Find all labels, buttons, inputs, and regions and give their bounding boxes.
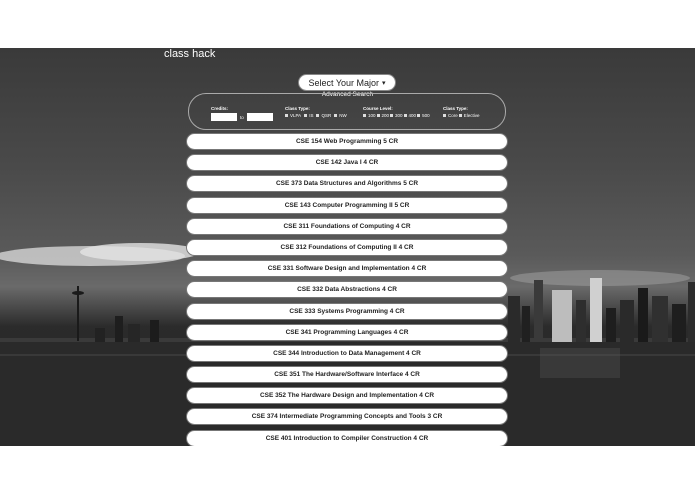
- course-item[interactable]: CSE 312 Foundations of Computing II 4 CR: [186, 239, 508, 256]
- app-window: [0, 48, 695, 446]
- course-item[interactable]: CSE 331 Software Design and Implementation 4 CR: [186, 260, 508, 277]
- level-300-checkbox[interactable]: [390, 114, 393, 117]
- level-100-checkbox[interactable]: [363, 114, 366, 117]
- course-item[interactable]: CSE 333 Systems Programming 4 CR: [186, 303, 508, 320]
- course-list: [186, 133, 508, 446]
- core-label: Core: [448, 113, 458, 118]
- core-elective-label: Class Type:: [443, 106, 468, 111]
- credits-label: Credits:: [211, 106, 229, 111]
- is-checkbox[interactable]: [304, 114, 307, 117]
- vlpa-label: VLPA: [290, 113, 302, 118]
- course-item[interactable]: CSE 351 The Hardware/Software Interface 4 CR: [186, 366, 508, 383]
- level-100-label: 100: [368, 113, 376, 118]
- core-elective-filter: [443, 106, 480, 118]
- brand-title[interactable]: class hack: [164, 48, 216, 60]
- course-item[interactable]: CSE 311 Foundations of Computing 4 CR: [186, 218, 508, 235]
- nw-checkbox[interactable]: [334, 114, 337, 117]
- course-level-label: Course Level:: [363, 106, 393, 111]
- course-item[interactable]: CSE 143 Computer Programming II 5 CR: [186, 197, 508, 214]
- nw-label: NW: [339, 113, 347, 118]
- credits-min-input[interactable]: [211, 113, 237, 121]
- qsr-label: QSR: [321, 113, 332, 118]
- course-item[interactable]: CSE 332 Data Abstractions 4 CR: [186, 281, 508, 298]
- class-type-filter: [285, 106, 347, 118]
- major-select-label: Select Your Major: [308, 77, 380, 88]
- core-checkbox[interactable]: [443, 114, 446, 117]
- course-item[interactable]: CSE 374 Intermediate Programming Concepts and Tools 3 CR: [186, 408, 508, 425]
- level-400-checkbox[interactable]: [404, 114, 407, 117]
- advanced-search-title: Advanced Search: [321, 91, 374, 98]
- level-500-label: 500: [422, 113, 430, 118]
- credits-max-input[interactable]: [247, 113, 273, 121]
- class-type-label: Class Type:: [285, 106, 310, 111]
- elective-checkbox[interactable]: [459, 114, 462, 117]
- level-200-label: 200: [381, 113, 390, 118]
- course-item[interactable]: CSE 142 Java I 4 CR: [186, 154, 508, 171]
- level-400-label: 400: [408, 113, 417, 118]
- level-200-checkbox[interactable]: [377, 114, 380, 117]
- course-item[interactable]: CSE 352 The Hardware Design and Implementation 4 CR: [186, 387, 508, 404]
- vlpa-checkbox[interactable]: [285, 114, 288, 117]
- elective-label: Elective: [463, 113, 480, 118]
- course-item[interactable]: CSE 373 Data Structures and Algorithms 5 CR: [186, 175, 508, 192]
- is-label: IS: [309, 113, 314, 118]
- credits-to-label: to: [240, 114, 244, 120]
- level-300-label: 300: [395, 113, 403, 118]
- course-item[interactable]: CSE 154 Web Programming 5 CR: [186, 133, 508, 150]
- qsr-checkbox[interactable]: [316, 114, 319, 117]
- credits-filter: [211, 106, 273, 121]
- chevron-down-icon: ▾: [382, 79, 386, 87]
- level-500-checkbox[interactable]: [417, 114, 420, 117]
- course-item[interactable]: CSE 344 Introduction to Data Management 4 CR: [186, 345, 508, 362]
- course-item[interactable]: CSE 341 Programming Languages 4 CR: [186, 324, 508, 341]
- course-level-filter: [363, 106, 430, 118]
- course-item[interactable]: CSE 401 Introduction to Compiler Construction 4 CR: [186, 430, 508, 446]
- major-select-dropdown[interactable]: [298, 74, 396, 91]
